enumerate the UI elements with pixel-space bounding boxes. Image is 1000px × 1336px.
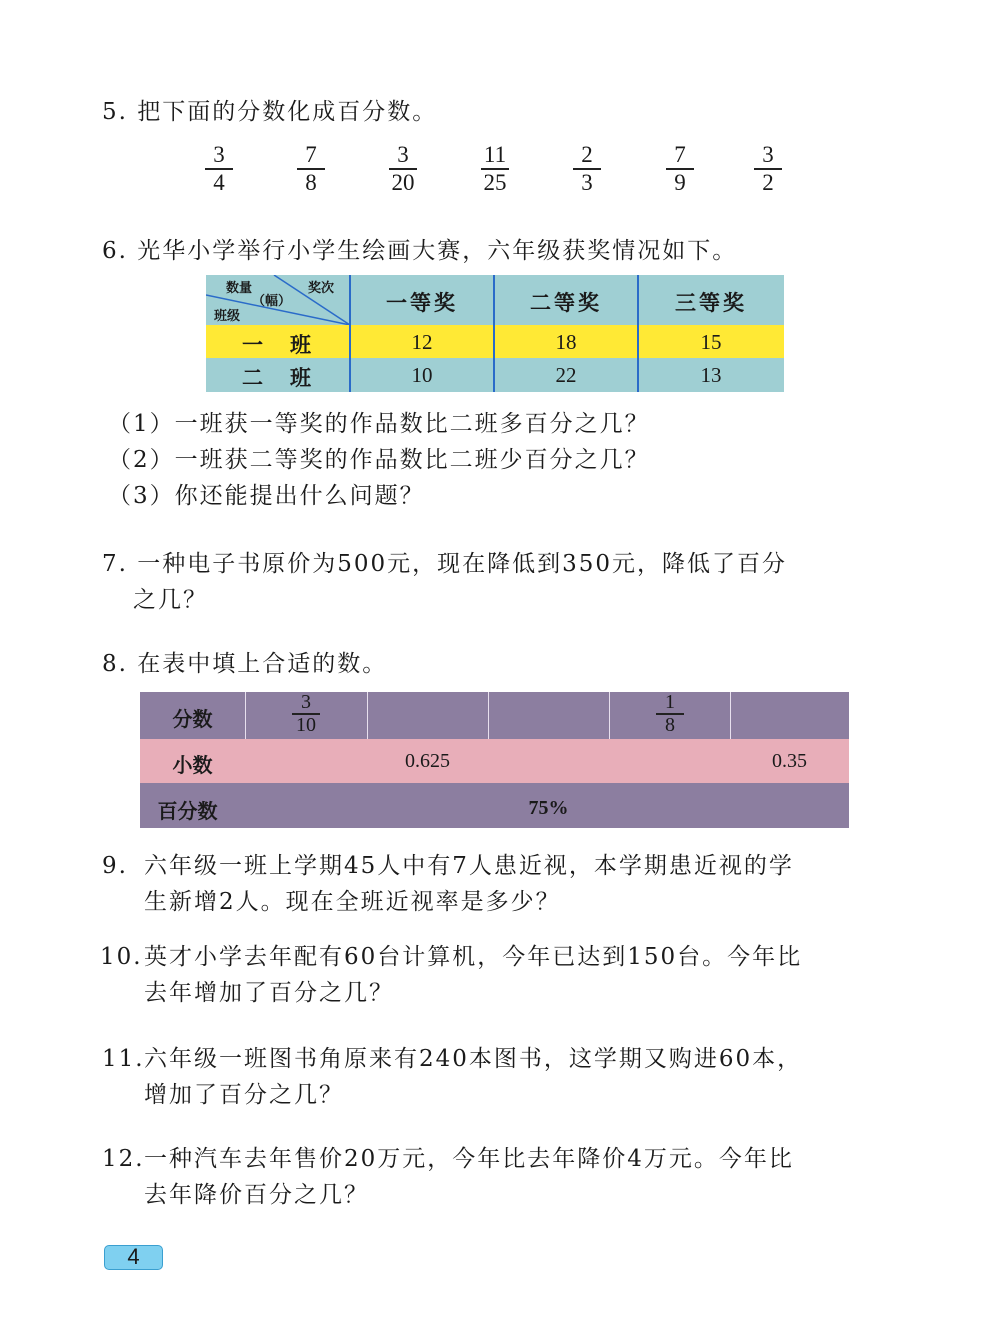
decimal-cell: 0.35 [772, 750, 807, 772]
cell: 15 [700, 330, 722, 354]
row-label-percent: 百分数 [157, 801, 218, 823]
row-label: 一 班 [242, 333, 314, 357]
award-table [206, 275, 784, 392]
q11-line1: 六年级一班图书角原来有240本图书，这学期又购进60本， [144, 1046, 803, 1072]
fraction: $\frac{3}{4}$ [199, 142, 239, 196]
corner-award: 奖次 [308, 281, 335, 296]
cell: 18 [555, 330, 577, 354]
cell: 22 [555, 363, 577, 387]
row-label-fraction: 分数 [172, 709, 213, 731]
fraction: $\frac{3}{20}$ [383, 142, 423, 196]
q11-number: 11. [102, 1046, 145, 1072]
q12-line2: 去年降价百分之几？ [144, 1182, 369, 1208]
row-label-decimal: 小数 [172, 755, 213, 777]
q10-line1: 英才小学去年配有60台计算机，今年已达到150台。今年比 [144, 944, 803, 970]
corner-class: 班级 [214, 309, 241, 324]
q12-line1: 一种汽车去年售价20万元，今年比去年降价4万元。今年比 [144, 1146, 794, 1172]
fraction-1-8: $\frac{1}{8}$ [650, 692, 690, 736]
q7-line2: 之几？ [133, 587, 208, 613]
corner-unit: （幅） [252, 294, 292, 309]
fraction-3-10: $\frac{3}{10}$ [286, 692, 326, 736]
header-third: 三等奖 [675, 291, 747, 315]
header-second: 二等奖 [530, 291, 602, 315]
cell: 13 [700, 363, 722, 387]
q9-number: 9. [102, 853, 128, 879]
cell: 12 [411, 330, 433, 354]
corner-quantity: 数量 [226, 281, 253, 296]
q12-number: 12. [102, 1146, 145, 1172]
decimal-cell: 0.625 [405, 750, 450, 772]
q6-sub-1: （1）一班获一等奖的作品数比二班多百分之几？ [108, 411, 650, 437]
q7-line1: 7. 一种电子书原价为500元，现在降低到350元，降低了百分 [102, 551, 788, 577]
q6-text: 6. 光华小学举行小学生绘画大赛，六年级获奖情况如下。 [102, 238, 738, 264]
q5-text: 5. 把下面的分数化成百分数。 [102, 99, 438, 125]
q6-sub-2: （2）一班获二等奖的作品数比二班少百分之几？ [108, 447, 650, 473]
page-number: 4 [104, 1245, 163, 1270]
header-first: 一等奖 [386, 291, 458, 315]
q10-line2: 去年增加了百分之几？ [144, 980, 394, 1006]
percent-cell: 75% [528, 797, 569, 819]
q9-line2: 生新增2人。现在全班近视率是多少？ [144, 889, 561, 915]
row-label: 二 班 [242, 366, 314, 390]
fraction: $\frac{3}{2}$ [748, 142, 788, 196]
fraction: $\frac{2}{3}$ [567, 142, 607, 196]
q11-line2: 增加了百分之几？ [144, 1082, 344, 1108]
fraction: $\frac{11}{25}$ [475, 142, 515, 196]
fraction: $\frac{7}{8}$ [291, 142, 331, 196]
q9-line1: 六年级一班上学期45人中有7人患近视，本学期患近视的学 [144, 853, 794, 879]
q10-number: 10. [100, 944, 143, 970]
q8-text: 8. 在表中填上合适的数。 [102, 651, 388, 677]
q6-sub-3: （3）你还能提出什么问题？ [108, 483, 425, 509]
fraction: $\frac{7}{9}$ [660, 142, 700, 196]
conversion-table [140, 692, 849, 828]
cell: 10 [411, 363, 433, 387]
